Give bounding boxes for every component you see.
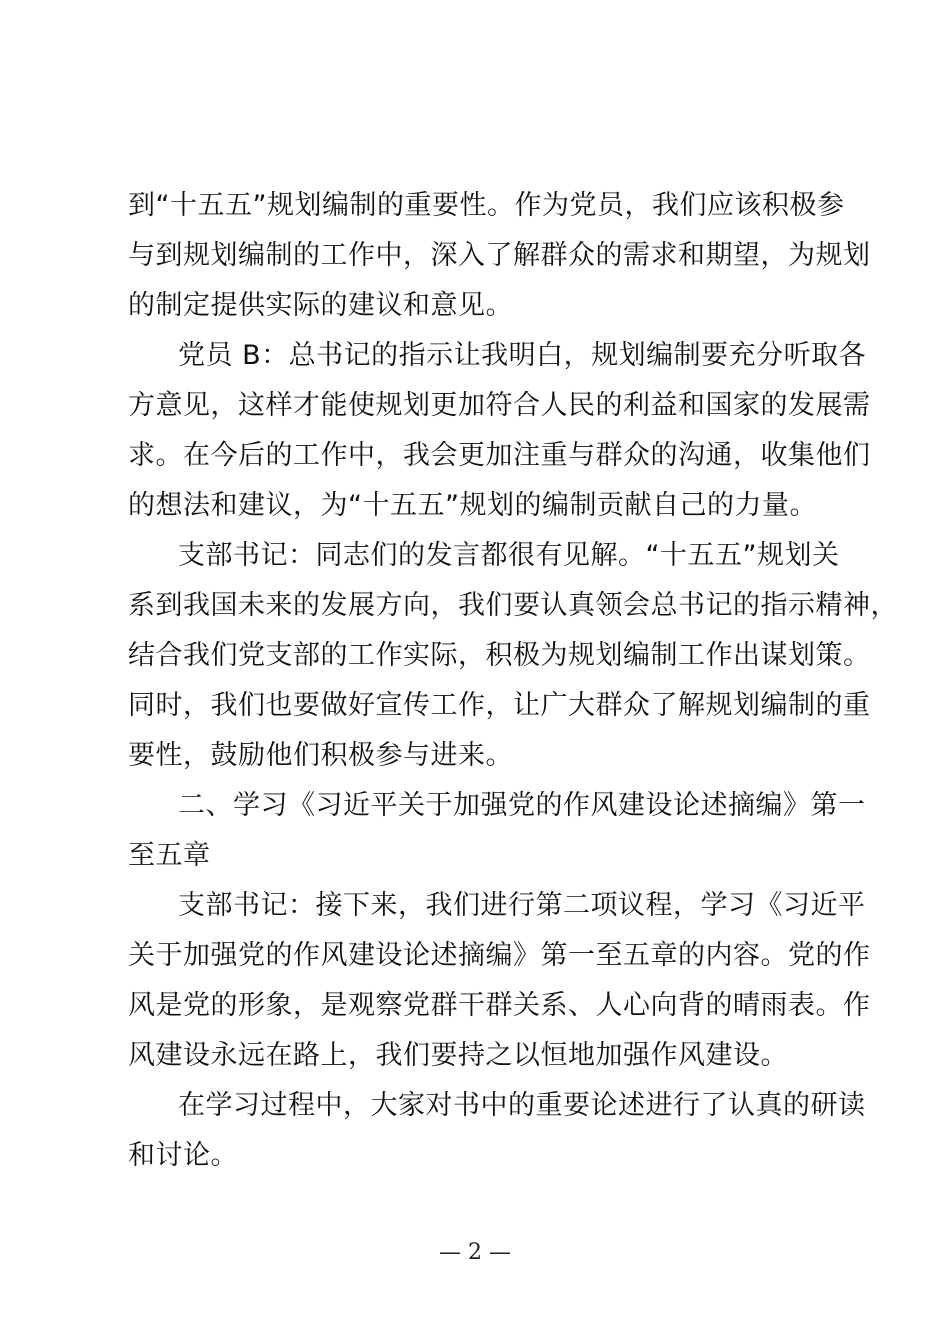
text-line: 风是党的形象，是观察党群干群关系、人心向背的晴雨表。作 [128,990,871,1021]
text-line: 结合我们党支部的工作实际，积极为规划编制工作出谋划策。 [128,640,871,671]
text-line: 求。在今后的工作中，我会更加注重与群众的沟通，收集他们 [128,440,871,471]
paragraph-first-line: 支部书记：同志们的发言都很有见解。“十五五”规划关 [178,540,840,571]
text-line: 关于加强党的作风建设论述摘编》第一至五章的内容。党的作 [128,940,871,971]
section-heading-continued: 至五章 [128,840,211,871]
paragraph-first-line: 支部书记：接下来，我们进行第二项议程，学习《习近平 [178,890,866,921]
text-line: 方意见，这样才能使规划更加符合人民的利益和国家的发展需 [128,390,871,421]
text-line: 的想法和建议，为“十五五”规划的编制贡献自己的力量。 [128,490,817,521]
paragraph-first-line: 在学习过程中，大家对书中的重要论述进行了认真的研读 [178,1090,866,1121]
text-line: 和讨论。 [128,1140,238,1171]
paragraph-first-line: 党员 B：总书记的指示让我明白，规划编制要充分听取各 [178,340,867,371]
text-line: 同时，我们也要做好宣传工作，让广大群众了解规划编制的重 [128,690,871,721]
text-line: 到“十五五”规划编制的重要性。作为党员，我们应该积极参 [128,190,845,221]
page-number: — 2 — [439,1240,511,1265]
text-line: 风建设永远在路上，我们要持之以恒地加强作风建设。 [128,1040,788,1071]
text-line: 要性，鼓励他们积极参与进来。 [128,740,513,771]
section-heading: 二、学习《习近平关于加强党的作风建设论述摘编》第一 [178,790,866,821]
text-line: 系到我国未来的发展方向，我们要认真领会总书记的指示精神， [128,590,898,621]
text-line: 的制定提供实际的建议和意见。 [128,290,513,321]
text-line: 与到规划编制的工作中，深入了解群众的需求和期望，为规划 [128,240,871,271]
